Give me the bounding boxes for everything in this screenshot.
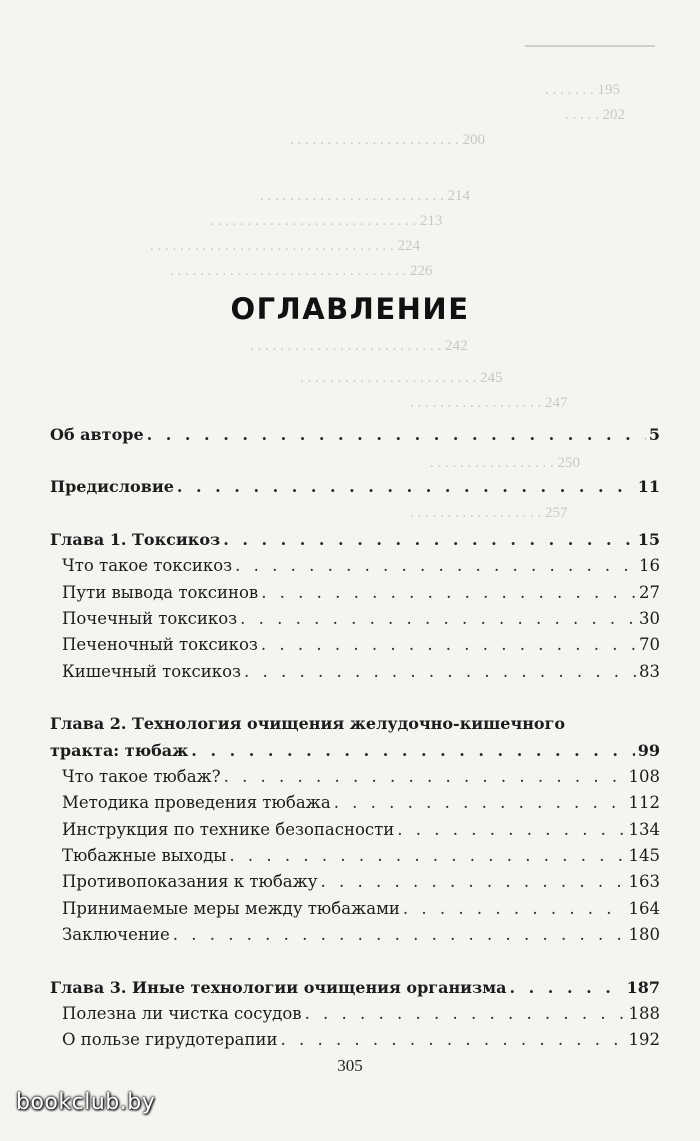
- toc-entry-text: Тюбажные выходы: [62, 846, 227, 866]
- toc-entry-about[interactable]: [50, 422, 660, 448]
- toc-entry-page: 11: [637, 477, 660, 497]
- toc-entry[interactable]: [50, 553, 660, 579]
- dot-leader: [224, 764, 626, 790]
- toc-entry[interactable]: [50, 817, 660, 843]
- toc-entry-text: Что такое тюбаж?: [62, 766, 221, 786]
- page-title: ОГЛАВЛЕНИЕ: [230, 292, 470, 326]
- toc-entry-text: Заключение: [62, 925, 170, 945]
- toc-entry-text: Почечный токсикоз: [62, 608, 238, 628]
- dot-leader: [191, 738, 634, 764]
- toc-entry-text: Глава 3. Иные технологии очищения организма: [50, 977, 507, 997]
- toc-entry-page: 145: [628, 846, 660, 866]
- toc-entry[interactable]: [50, 1001, 660, 1027]
- toc-entry-page: 188: [628, 1004, 660, 1024]
- toc-entry[interactable]: [50, 843, 660, 869]
- toc-entry[interactable]: [50, 922, 660, 948]
- toc-entry[interactable]: [50, 659, 660, 685]
- toc-entry-text: тракта: тюбаж: [50, 740, 189, 760]
- dot-leader: [397, 817, 625, 843]
- toc-entry-page: 70: [639, 635, 660, 655]
- toc-entry[interactable]: [50, 580, 660, 606]
- toc-entry-page: 164: [628, 898, 660, 918]
- toc-entry-text: Инструкция по технике безопасности: [62, 819, 395, 839]
- dot-leader: [240, 606, 636, 632]
- toc-entry[interactable]: [50, 632, 660, 658]
- dot-leader: [261, 632, 636, 658]
- dot-leader: [244, 659, 636, 685]
- toc-entry-page: 30: [639, 608, 660, 628]
- toc-entry-text: Глава 1. Токсикоз: [50, 529, 221, 549]
- toc-chapter-3[interactable]: [50, 975, 660, 1001]
- toc-entry-page: 83: [639, 661, 660, 681]
- toc-entry-page: 112: [628, 793, 660, 813]
- toc-entry-page: 5: [648, 425, 660, 444]
- dot-leader: [173, 922, 626, 948]
- toc-entry-text: Принимаемые меры между тюбажами: [62, 898, 400, 918]
- dot-leader: [334, 790, 626, 816]
- toc-entry[interactable]: [50, 764, 660, 790]
- toc-entry-text: Печеночный токсикоз: [62, 635, 258, 655]
- dot-leader: [403, 896, 626, 922]
- toc-chapter-1[interactable]: [50, 527, 660, 553]
- dot-leader: [280, 1027, 625, 1053]
- toc-entry-text: Полезна ли чистка сосудов: [62, 1004, 302, 1024]
- toc-entry[interactable]: [50, 869, 660, 895]
- dot-leader: [229, 843, 625, 869]
- dot-leader: [305, 1001, 626, 1027]
- toc-entry-text: Противопоказания к тюбажу: [62, 872, 318, 892]
- dot-leader: [223, 527, 635, 553]
- dot-leader: [147, 422, 646, 448]
- toc-chapter-2[interactable]: [50, 738, 660, 764]
- toc-entry-text: Что такое токсикоз: [62, 556, 233, 576]
- toc-entry-page: 27: [639, 582, 660, 602]
- toc-entry-page: 187: [626, 977, 660, 997]
- toc-entry-page: 192: [628, 1030, 660, 1050]
- dot-leader: [177, 474, 635, 500]
- toc-entry-preface[interactable]: [50, 474, 660, 500]
- toc-entry-page: 108: [628, 766, 660, 786]
- table-of-contents: [50, 422, 660, 1054]
- toc-chapter-2-title-line1[interactable]: Глава 2. Технология очищения желудочно-кишечного: [50, 714, 566, 734]
- toc-entry-page: 16: [639, 556, 660, 576]
- toc-entry-text: Пути вывода токсинов: [62, 582, 259, 602]
- toc-entry-page: 15: [637, 529, 660, 549]
- watermark: bookclub.by: [16, 1090, 156, 1115]
- toc-entry[interactable]: [50, 1027, 660, 1053]
- page-number: 305: [337, 1056, 363, 1075]
- toc-entry-text: Методика проведения тюбажа: [62, 793, 331, 813]
- ghost-rule: [525, 45, 655, 47]
- dot-leader: [321, 869, 626, 895]
- toc-entry-page: 163: [628, 872, 660, 892]
- toc-entry-text: Кишечный токсикоз: [62, 661, 242, 681]
- toc-entry-text: О пользе гирудотерапии: [62, 1030, 278, 1050]
- dot-leader: [261, 580, 636, 606]
- toc-entry-text: Предисловие: [50, 477, 174, 497]
- toc-entry[interactable]: [50, 790, 660, 816]
- toc-entry-text: Об авторе: [50, 425, 144, 444]
- toc-entry[interactable]: [50, 896, 660, 922]
- dot-leader: [510, 975, 624, 1001]
- toc-entry[interactable]: [50, 606, 660, 632]
- toc-entry-page: 99: [637, 740, 660, 760]
- dot-leader: [235, 553, 636, 579]
- toc-entry-page: 134: [628, 819, 660, 839]
- toc-entry-page: 180: [628, 925, 660, 945]
- show-through-text: . . . . . . . 195 . . . . . 202 . . . . . . . . . . . . . . . . . . . . . . . 200 . . . . . . . . . . . . . . . . . . . . . . . . . 214 . . . . . . . . . . . . . . . . . . . . . . . . . . . . 213 . . . . . . . . . . . . . . . . . . . . . . . . . . . . . . . . . 224 . . . . . . . . . . . . . . . . . . . . . . . . . . . . . . . . 226 . . . . . . . . . . . . . . . . . . . . . . . . . . 242 . . . . . . . . . . . . . . . . . . . . . . . . 245 . . . . . . . . . . . . . . . . . . 247 . . . . . . . . . . . . . . . . . 250 . . . . . . . . . . . . . . . . . . 257: [0, 0, 700, 540]
